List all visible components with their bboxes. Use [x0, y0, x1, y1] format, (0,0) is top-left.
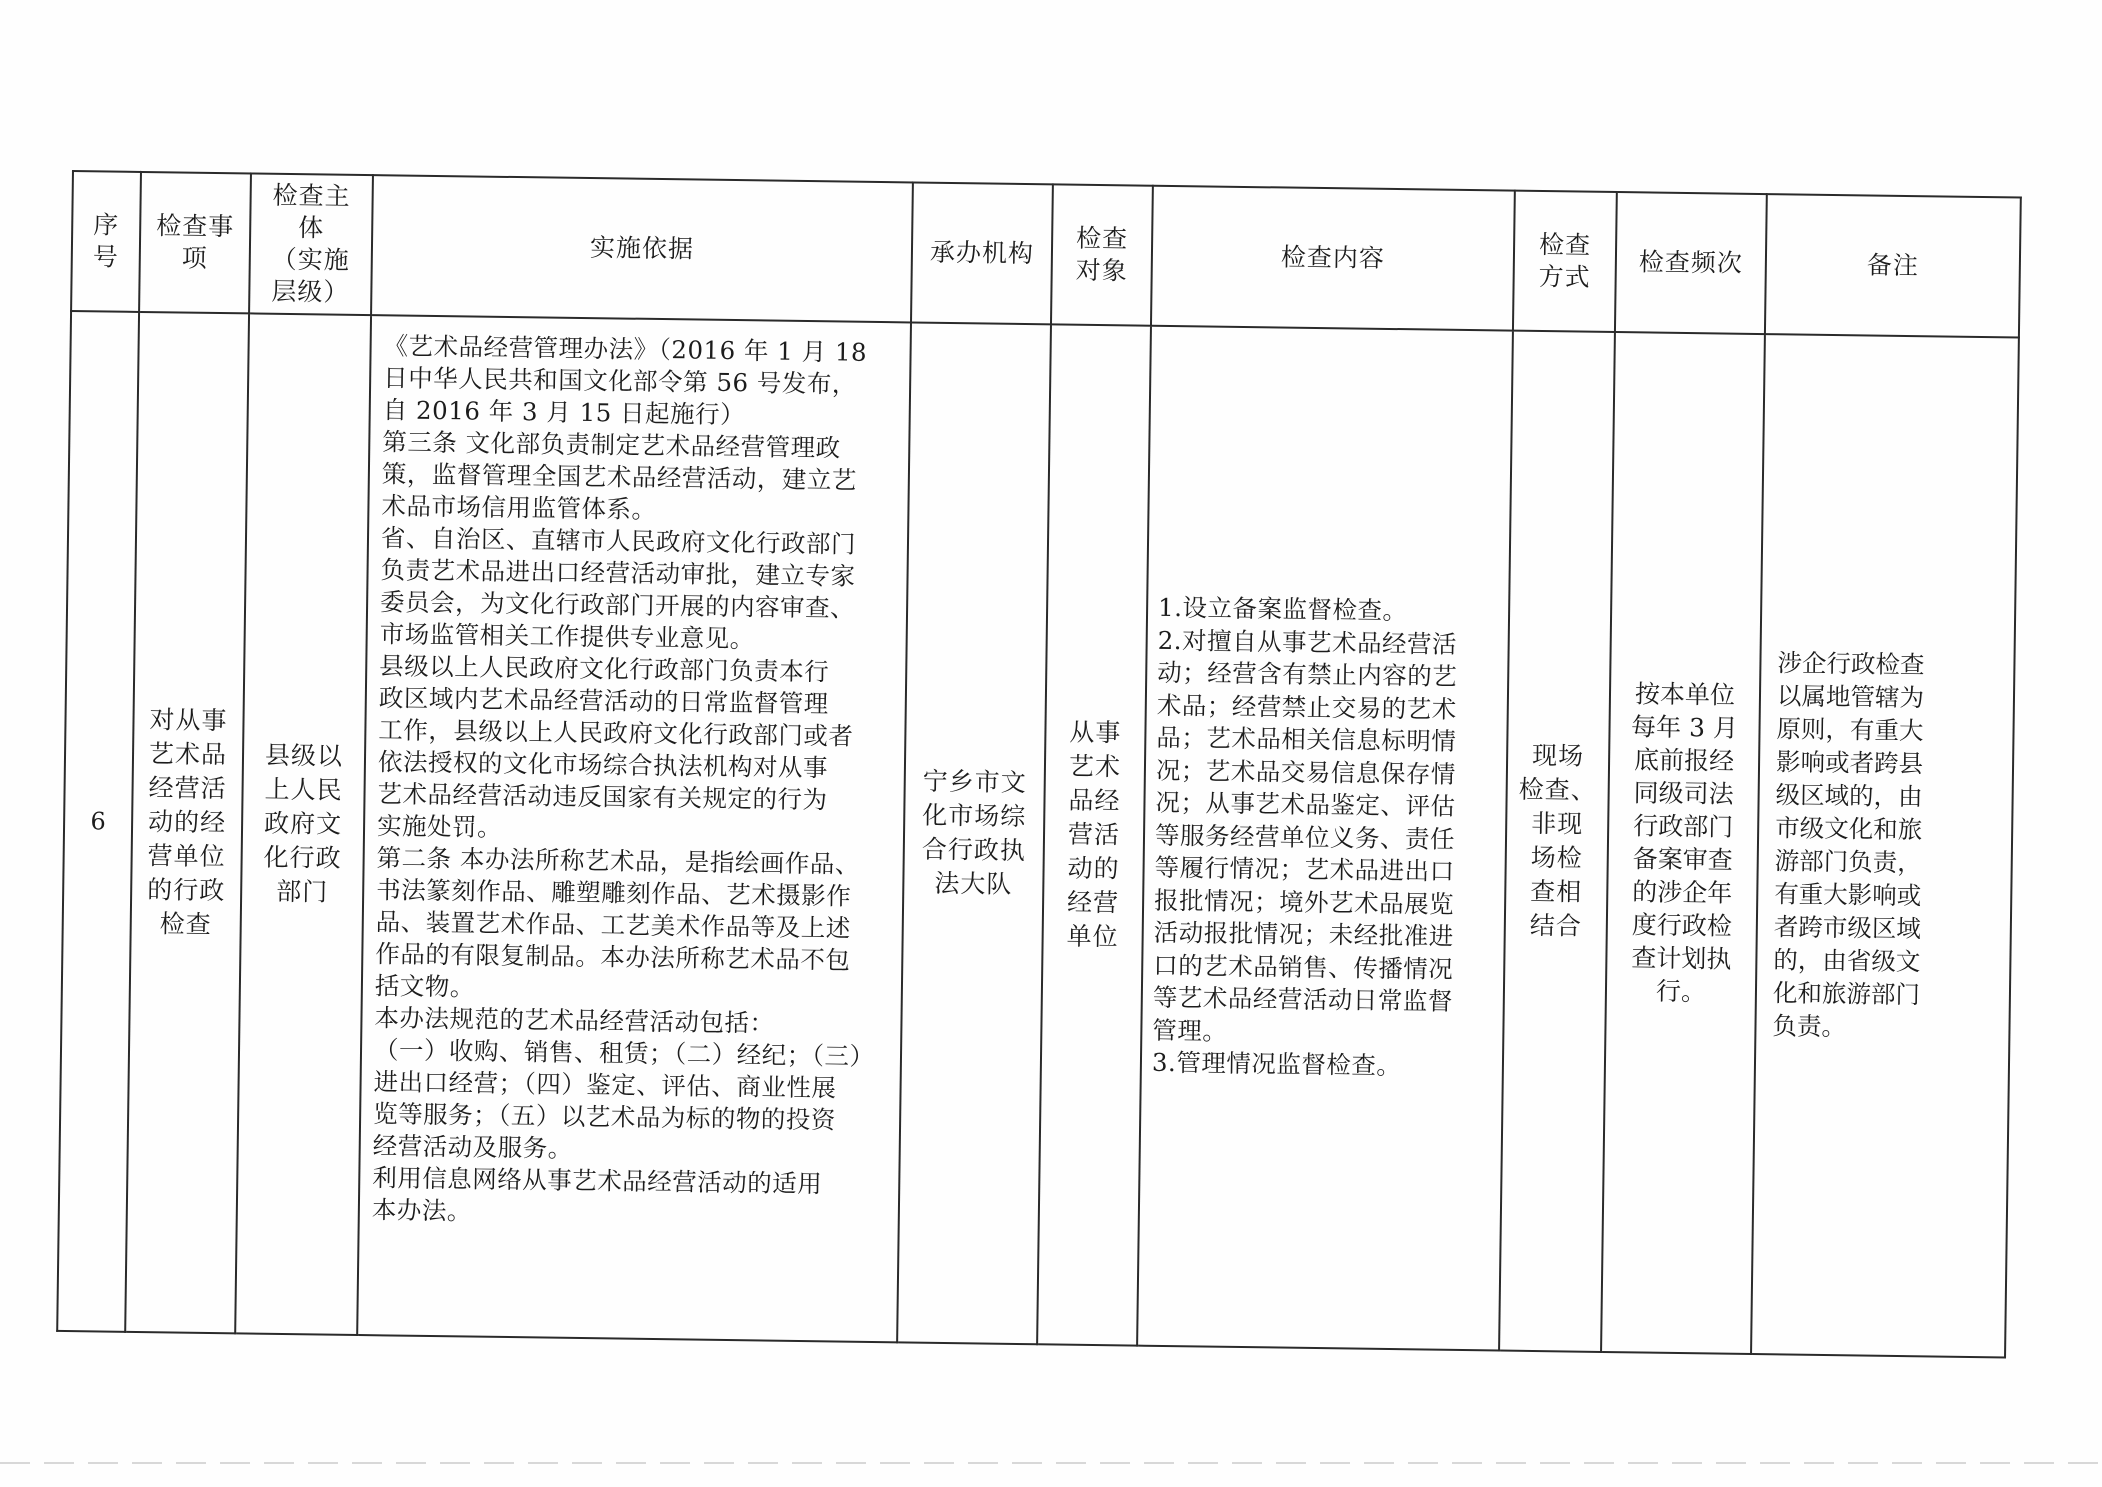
header-row — [71, 171, 2021, 338]
cell-method: 现场 检查、 非现 场检 查相 结合 — [1499, 331, 1615, 1352]
header-subject: 检查主 体 （实施 层级） — [249, 173, 373, 315]
cell-org: 宁乡市文 化市场综 合行政执 法大队 — [897, 322, 1051, 1344]
header-item: 检查事 项 — [139, 172, 251, 313]
cell-target: 从事 艺术 品经 营活 动的 经营 单位 — [1037, 324, 1151, 1345]
cell-subject: 县级以 上人民 政府文 化行政 部门 — [235, 313, 371, 1335]
cell-basis: 《艺术品经营管理办法》（2016 年 1 月 18 日中华人民共和国文化部令第 56 号发布， 自 2016 年 3 月 15 日起施行） 第三条 文化部负责制定艺术品经营管理政 策，监督管理全国艺术品经营活动，建立艺 术品市场信用监管体系。 省、自治区、直辖市人民政府文化行政部门 负责艺术品进出口经营活动审批，建立专家 委员会，为文化行政部门开展的内容审查、 市场监管相关工作提供专业意见。 县级以上人民政府文化行政部门负责本行 政区域内艺术品经营活动的日常监督管理 工作，县级以上人民政府文化行政部门或者 依法授权的文化市场综合执法机构对从事 艺术品经营活动违反国家有关规定的行为 实施处罚。 第二条 本办法所称艺术品，是指绘画作品、 书法篆刻作品、雕塑雕刻作品、艺术摄影作 品、装置艺术作品、工艺美术作品等及上述 作品的有限复制品。本办法所称艺术品不包 括文物。 本办法规范的艺术品经营活动包括： （一）收购、销售、租赁；（二）经纪；（三） 进出口经营；（四）鉴定、评估、商业性展 览等服务；（五）以艺术品为标的物的投资 经营活动及服务。 利用信息网络从事艺术品经营活动的适用 本办法。 — [357, 315, 911, 1342]
scan-bottom-edge — [0, 1462, 2102, 1464]
header-basis: 实施依据 — [371, 175, 913, 322]
header-org: 承办机构 — [911, 182, 1053, 324]
inspection-table-wrapper — [56, 170, 2020, 1358]
cell-note: 涉企行政检查 以属地管辖为 原则，有重大 影响或者跨县 级区域的，由 市级文化和旅 游部门负责， 有重大影响或 者跨市级区域 的，由省级文 化和旅游部门 负责。 — [1751, 334, 2019, 1357]
cell-item: 对从事 艺术品 经营活 动的经 营单位 的行政 检查 — [125, 312, 249, 1333]
header-note: 备注 — [1765, 194, 2021, 337]
header-seq: 序 号 — [71, 171, 141, 312]
header-content: 检查内容 — [1151, 186, 1515, 331]
cell-content: 1.设立备案监督检查。 2.对擅自从事艺术品经营活 动；经营含有禁止内容的艺 术品；经营禁止交易的艺术 品；艺术品相关信息标明情 况；艺术品交易信息保存情 况；从事艺术品鉴定、评估 等服务经营单位义务、责任 等履行情况；艺术品进出口 报批情况；境外艺术品展览 活动报批情况；未经批准进 口的艺术品销售、传播情况 等艺术品经营活动日常监督 管理。 3.管理情况监督检查。 — [1137, 326, 1513, 1351]
header-method: 检查 方式 — [1513, 191, 1617, 332]
table-row — [57, 311, 2019, 1357]
inspection-table — [56, 170, 2022, 1358]
header-frequency: 检查频次 — [1615, 192, 1767, 334]
cell-seq: 6 — [57, 311, 139, 1332]
header-target: 检查 对象 — [1051, 184, 1153, 325]
cell-frequency: 按本单位 每年 3 月 底前报经 同级司法 行政部门 备案审查 的涉企年 度行政检 查计划执 行。 — [1601, 332, 1765, 1354]
